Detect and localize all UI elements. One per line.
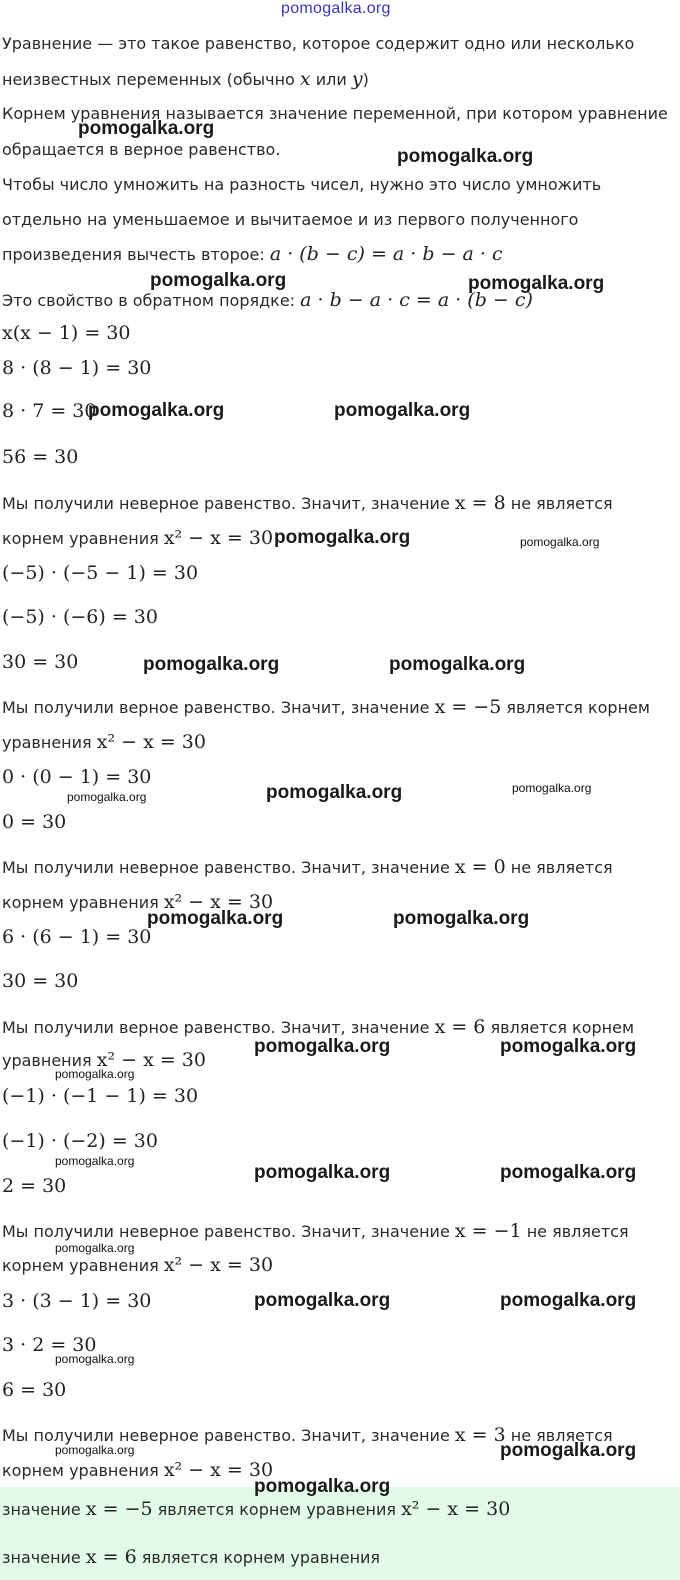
equation-check-8-step-2: 8 · 7 = 30 <box>2 400 97 422</box>
equation-check-3-step-1: 3 · (3 − 1) = 30 <box>2 1290 152 1312</box>
site-watermark: pomogalka.org <box>78 118 215 139</box>
site-watermark: pomogalka.org <box>500 1036 637 1057</box>
conclusion-6-line-2: уравнения x² − x = 30 <box>2 1049 206 1071</box>
site-watermark: pomogalka.org <box>150 270 287 291</box>
site-watermark: pomogalka.org <box>397 146 534 167</box>
conclusion-minus5-line-2: уравнения x² − x = 30 <box>2 731 206 753</box>
site-watermark: pomogalka.org <box>254 1290 391 1311</box>
equation-check-minus1-step-1: (−1) · (−1 − 1) = 30 <box>2 1085 199 1107</box>
equation-base: x(x − 1) = 30 <box>2 322 131 344</box>
site-watermark: pomogalka.org <box>55 1067 135 1081</box>
equation-check-0-result: 0 = 30 <box>2 811 67 833</box>
site-watermark: pomogalka.org <box>266 782 403 803</box>
conclusion-3-line-2: корнем уравнения x² − x = 30 <box>2 1459 274 1481</box>
equation-check-minus5-result: 30 = 30 <box>2 651 79 673</box>
conclusion-6-line-1: Мы получили верное равенство. Значит, значение x = 6 является корнем <box>2 1016 635 1038</box>
root-definition-line-1: Корнем уравнения называется значение переменной, при котором уравнение <box>2 104 668 123</box>
distributive-rule-line-1: Чтобы число умножить на разность чисел, нужно это число умножить <box>2 175 602 194</box>
equation-check-minus5-step-1: (−5) · (−5 − 1) = 30 <box>2 562 199 584</box>
conclusion-0-line-1: Мы получили неверное равенство. Значит, значение x = 0 не является <box>2 856 613 878</box>
definition-line-2: неизвестных переменных (обычно x или y) <box>2 68 369 90</box>
root-definition-line-2: обращается в верное равенство. <box>2 140 281 159</box>
answer-line-2: значение x = 6 является корнем уравнения <box>2 1546 381 1568</box>
distributive-rule-line-2: отдельно на уменьшаемое и вычитаемое и из первого полученного <box>2 210 579 229</box>
equation-check-8-result: 56 = 30 <box>2 446 79 468</box>
site-watermark: pomogalka.org <box>274 527 411 548</box>
conclusion-minus1-line-2: корнем уравнения x² − x = 30 <box>2 1254 274 1276</box>
equation-check-3-result: 6 = 30 <box>2 1379 67 1401</box>
conclusion-3-line-1: Мы получили неверное равенство. Значит, значение x = 3 не является <box>2 1424 613 1446</box>
definition-line-1: Уравнение — это такое равенство, которое содержит одно или несколько <box>2 34 635 53</box>
site-watermark: pomogalka.org <box>393 908 530 929</box>
answer-line-1: значение x = −5 является корнем уравнения x² − x = 30 <box>2 1498 511 1520</box>
conclusion-8-line-1: Мы получили неверное равенство. Значит, значение x = 8 не является <box>2 492 613 514</box>
site-watermark: pomogalka.org <box>520 535 600 549</box>
reverse-property-line: Это свойство в обратном порядке: a · b − a · c = a · (b − c) <box>2 289 533 311</box>
conclusion-minus5-line-1: Мы получили верное равенство. Значит, значение x = −5 является корнем <box>2 696 650 718</box>
site-watermark: pomogalka.org <box>512 781 592 795</box>
site-watermark: pomogalka.org <box>500 1162 637 1183</box>
equation-check-6-step-1: 6 · (6 − 1) = 30 <box>2 926 152 948</box>
equation-check-minus1-result: 2 = 30 <box>2 1175 67 1197</box>
answer-box <box>0 1487 680 1580</box>
site-watermark: pomogalka.org <box>55 1352 135 1366</box>
site-watermark: pomogalka.org <box>147 908 284 929</box>
site-watermark: pomogalka.org <box>254 1036 391 1057</box>
site-watermark: pomogalka.org <box>500 1290 637 1311</box>
site-watermark: pomogalka.org <box>143 654 280 675</box>
site-watermark: pomogalka.org <box>281 0 391 17</box>
site-watermark: pomogalka.org <box>55 1241 135 1255</box>
site-watermark: pomogalka.org <box>468 273 605 294</box>
site-watermark: pomogalka.org <box>334 400 471 421</box>
site-watermark: pomogalka.org <box>389 654 526 675</box>
site-watermark: pomogalka.org <box>55 1443 135 1457</box>
equation-check-3-step-2: 3 · 2 = 30 <box>2 1334 97 1356</box>
conclusion-0-line-2: корнем уравнения x² − x = 30 <box>2 891 274 913</box>
conclusion-8-line-2: корнем уравнения x² − x = 30 <box>2 527 274 549</box>
site-watermark: pomogalka.org <box>55 1154 135 1168</box>
site-watermark: pomogalka.org <box>254 1476 391 1497</box>
equation-check-minus1-step-2: (−1) · (−2) = 30 <box>2 1130 158 1152</box>
site-watermark: pomogalka.org <box>88 400 225 421</box>
site-watermark: pomogalka.org <box>254 1162 391 1183</box>
conclusion-minus1-line-1: Мы получили неверное равенство. Значит, значение x = −1 не является <box>2 1220 629 1242</box>
equation-check-minus5-step-2: (−5) · (−6) = 30 <box>2 606 158 628</box>
equation-check-6-result: 30 = 30 <box>2 970 79 992</box>
distributive-rule-line-3: произведения вычесть второе: a · (b − c) = a · b − a · c <box>2 243 503 265</box>
equation-check-8-step-1: 8 · (8 − 1) = 30 <box>2 357 152 379</box>
site-watermark: pomogalka.org <box>67 790 147 804</box>
equation-check-0-step-1: 0 · (0 − 1) = 30 <box>2 766 152 788</box>
site-watermark: pomogalka.org <box>500 1440 637 1461</box>
